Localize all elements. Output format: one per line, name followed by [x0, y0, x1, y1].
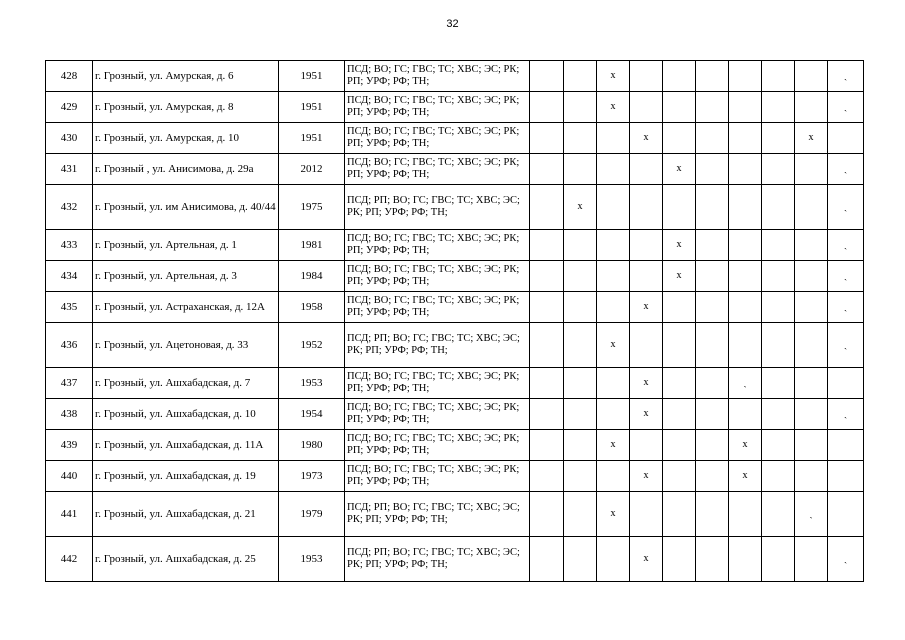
mark-cell	[828, 461, 864, 492]
address-cell: г. Грозный, ул. им Анисимова, д. 40/44	[93, 185, 279, 230]
year-cell: 1951	[279, 123, 345, 154]
mark-cell	[762, 92, 795, 123]
mark-cell	[564, 292, 597, 323]
mark-cell	[762, 123, 795, 154]
services-cell: ПСД; ВО; ГС; ГВС; ТС; ХВС; ЭС; РК; РП; УРФ; РФ; ТН;	[345, 61, 530, 92]
table-row	[46, 492, 864, 537]
year-cell: 1951	[279, 92, 345, 123]
address-cell: г. Грозный, ул. Артельная, д. 1	[93, 230, 279, 261]
services-cell: ПСД; ВО; ГС; ГВС; ТС; ХВС; ЭС; РК; РП; УРФ; РФ; ТН;	[345, 399, 530, 430]
mark-cell	[597, 154, 630, 185]
mark-cell	[564, 61, 597, 92]
table-row	[46, 430, 864, 461]
mark-cell	[795, 399, 828, 430]
mark-cell	[564, 368, 597, 399]
year-cell: 1951	[279, 61, 345, 92]
table-row	[46, 61, 864, 92]
year-cell: 2012	[279, 154, 345, 185]
row-number-cell: 434	[46, 261, 93, 292]
address-cell: г. Грозный, ул. Ашхабадская, д. 11А	[93, 430, 279, 461]
mark-cell	[729, 323, 762, 368]
mark-cell: х	[630, 399, 663, 430]
row-number-cell: 439	[46, 430, 93, 461]
address-cell: г. Грозный, ул. Ашхабадская, д. 7	[93, 368, 279, 399]
mark-cell: х	[564, 185, 597, 230]
mark-cell	[630, 185, 663, 230]
mark-cell	[630, 154, 663, 185]
table-row	[46, 230, 864, 261]
mark-cell	[530, 399, 564, 430]
mark-cell	[696, 537, 729, 582]
mark-cell	[729, 185, 762, 230]
mark-cell	[597, 399, 630, 430]
mark-cell	[795, 92, 828, 123]
mark-cell	[630, 61, 663, 92]
mark-cell	[762, 399, 795, 430]
mark-cell	[630, 230, 663, 261]
services-cell: ПСД; ВО; ГС; ГВС; ТС; ХВС; ЭС; РК; РП; УРФ; РФ; ТН;	[345, 461, 530, 492]
row-number-cell: 429	[46, 92, 93, 123]
year-cell: 1973	[279, 461, 345, 492]
table-row	[46, 461, 864, 492]
mark-cell	[762, 185, 795, 230]
mark-cell	[663, 123, 696, 154]
mark-cell	[663, 492, 696, 537]
mark-cell: ˎ	[828, 292, 864, 323]
mark-cell	[564, 492, 597, 537]
year-cell: 1984	[279, 261, 345, 292]
mark-cell: х	[630, 537, 663, 582]
mark-cell	[795, 368, 828, 399]
mark-cell	[729, 399, 762, 430]
year-cell: 1980	[279, 430, 345, 461]
mark-cell: х	[597, 492, 630, 537]
mark-cell	[795, 537, 828, 582]
mark-cell	[530, 292, 564, 323]
mark-cell	[663, 292, 696, 323]
mark-cell: х	[597, 430, 630, 461]
address-cell: г. Грозный, ул. Артельная, д. 3	[93, 261, 279, 292]
mark-cell	[630, 430, 663, 461]
mark-cell	[663, 368, 696, 399]
mark-cell	[530, 154, 564, 185]
mark-cell	[597, 261, 630, 292]
mark-cell	[530, 61, 564, 92]
mark-cell	[663, 537, 696, 582]
mark-cell	[530, 123, 564, 154]
mark-cell	[564, 323, 597, 368]
mark-cell: ˎ	[828, 323, 864, 368]
mark-cell	[729, 292, 762, 323]
address-cell: г. Грозный, ул. Ацетоновая, д. 33	[93, 323, 279, 368]
mark-cell	[696, 261, 729, 292]
mark-cell	[564, 461, 597, 492]
address-cell: г. Грозный, ул. Амурская, д. 10	[93, 123, 279, 154]
mark-cell	[663, 323, 696, 368]
address-cell: г. Грозный, ул. Амурская, д. 8	[93, 92, 279, 123]
mark-cell: х	[597, 323, 630, 368]
mark-cell	[663, 61, 696, 92]
table-row	[46, 123, 864, 154]
mark-cell	[530, 323, 564, 368]
mark-cell	[696, 230, 729, 261]
address-cell: г. Грозный, ул. Астраханская, д. 12А	[93, 292, 279, 323]
mark-cell	[564, 92, 597, 123]
services-cell: ПСД; РП; ВО; ГС; ГВС; ТС; ХВС; ЭС; РК; РП; УРФ; РФ; ТН;	[345, 492, 530, 537]
mark-cell: ˎ	[828, 230, 864, 261]
mark-cell	[828, 368, 864, 399]
mark-cell	[729, 261, 762, 292]
mark-cell	[696, 368, 729, 399]
table-row	[46, 92, 864, 123]
mark-cell	[597, 368, 630, 399]
mark-cell: х	[597, 92, 630, 123]
mark-cell	[564, 230, 597, 261]
row-number-cell: 430	[46, 123, 93, 154]
mark-cell	[564, 154, 597, 185]
mark-cell: х	[663, 261, 696, 292]
mark-cell	[696, 292, 729, 323]
row-number-cell: 428	[46, 61, 93, 92]
mark-cell	[696, 323, 729, 368]
mark-cell	[663, 461, 696, 492]
address-cell: г. Грозный, ул. Ашхабадская, д. 10	[93, 399, 279, 430]
mark-cell	[795, 154, 828, 185]
mark-cell	[828, 430, 864, 461]
page-number: 32	[446, 18, 459, 30]
services-cell: ПСД; РП; ВО; ГС; ГВС; ТС; ХВС; ЭС; РК; РП; УРФ; РФ; ТН;	[345, 185, 530, 230]
mark-cell: ˎ	[828, 261, 864, 292]
mark-cell	[663, 399, 696, 430]
address-cell: г. Грозный , ул. Анисимова, д. 29а	[93, 154, 279, 185]
address-cell: г. Грозный, ул. Ашхабадская, д. 19	[93, 461, 279, 492]
mark-cell	[762, 537, 795, 582]
mark-cell: ˎ	[828, 154, 864, 185]
row-number-cell: 440	[46, 461, 93, 492]
mark-cell	[795, 430, 828, 461]
mark-cell	[762, 261, 795, 292]
mark-cell	[762, 230, 795, 261]
mark-cell	[729, 61, 762, 92]
mark-cell: х	[597, 61, 630, 92]
mark-cell	[530, 261, 564, 292]
mark-cell	[696, 492, 729, 537]
mark-cell	[564, 537, 597, 582]
row-number-cell: 432	[46, 185, 93, 230]
mark-cell	[729, 492, 762, 537]
mark-cell	[696, 399, 729, 430]
mark-cell	[663, 430, 696, 461]
mark-cell	[530, 368, 564, 399]
mark-cell	[564, 430, 597, 461]
services-cell: ПСД; ВО; ГС; ГВС; ТС; ХВС; ЭС; РК; РП; УРФ; РФ; ТН;	[345, 154, 530, 185]
mark-cell	[828, 492, 864, 537]
housing-registry-table	[45, 60, 864, 582]
mark-cell	[530, 461, 564, 492]
mark-cell: ˎ	[729, 368, 762, 399]
mark-cell	[597, 461, 630, 492]
mark-cell	[696, 461, 729, 492]
services-cell: ПСД; ВО; ГС; ГВС; ТС; ХВС; ЭС; РК; РП; УРФ; РФ; ТН;	[345, 123, 530, 154]
mark-cell	[630, 492, 663, 537]
mark-cell: х	[729, 430, 762, 461]
mark-cell	[597, 230, 630, 261]
mark-cell	[795, 323, 828, 368]
table-row	[46, 292, 864, 323]
mark-cell	[729, 123, 762, 154]
mark-cell	[530, 430, 564, 461]
mark-cell	[530, 185, 564, 230]
table-row	[46, 154, 864, 185]
mark-cell	[762, 154, 795, 185]
row-number-cell: 436	[46, 323, 93, 368]
mark-cell: ˎ	[828, 92, 864, 123]
mark-cell	[630, 261, 663, 292]
mark-cell	[663, 92, 696, 123]
mark-cell	[597, 292, 630, 323]
mark-cell	[729, 92, 762, 123]
mark-cell: х	[630, 461, 663, 492]
row-number-cell: 441	[46, 492, 93, 537]
address-cell: г. Грозный, ул. Ашхабадская, д. 25	[93, 537, 279, 582]
mark-cell	[795, 230, 828, 261]
row-number-cell: 435	[46, 292, 93, 323]
mark-cell: х	[663, 154, 696, 185]
table-row	[46, 185, 864, 230]
mark-cell	[663, 185, 696, 230]
mark-cell	[729, 537, 762, 582]
mark-cell	[828, 123, 864, 154]
year-cell: 1958	[279, 292, 345, 323]
mark-cell: х	[630, 292, 663, 323]
mark-cell	[729, 154, 762, 185]
mark-cell	[564, 261, 597, 292]
services-cell: ПСД; РП; ВО; ГС; ГВС; ТС; ХВС; ЭС; РК; РП; УРФ; РФ; ТН;	[345, 323, 530, 368]
row-number-cell: 433	[46, 230, 93, 261]
row-number-cell: 437	[46, 368, 93, 399]
mark-cell	[630, 92, 663, 123]
services-cell: ПСД; ВО; ГС; ГВС; ТС; ХВС; ЭС; РК; РП; УРФ; РФ; ТН;	[345, 292, 530, 323]
mark-cell	[795, 261, 828, 292]
year-cell: 1954	[279, 399, 345, 430]
services-cell: ПСД; ВО; ГС; ГВС; ТС; ХВС; ЭС; РК; РП; УРФ; РФ; ТН;	[345, 92, 530, 123]
mark-cell	[564, 123, 597, 154]
mark-cell	[795, 185, 828, 230]
mark-cell	[696, 154, 729, 185]
services-cell: ПСД; ВО; ГС; ГВС; ТС; ХВС; ЭС; РК; РП; УРФ; РФ; ТН;	[345, 261, 530, 292]
year-cell: 1952	[279, 323, 345, 368]
mark-cell	[696, 61, 729, 92]
mark-cell: ˎ	[828, 399, 864, 430]
mark-cell	[762, 492, 795, 537]
row-number-cell: 431	[46, 154, 93, 185]
mark-cell	[696, 92, 729, 123]
mark-cell	[696, 185, 729, 230]
table-body	[46, 61, 864, 582]
mark-cell	[530, 92, 564, 123]
mark-cell	[696, 430, 729, 461]
mark-cell	[762, 461, 795, 492]
mark-cell: х	[630, 123, 663, 154]
mark-cell: х	[795, 123, 828, 154]
mark-cell	[597, 185, 630, 230]
year-cell: 1953	[279, 368, 345, 399]
mark-cell: ˎ	[828, 537, 864, 582]
year-cell: 1979	[279, 492, 345, 537]
mark-cell	[762, 368, 795, 399]
services-cell: ПСД; ВО; ГС; ГВС; ТС; ХВС; ЭС; РК; РП; УРФ; РФ; ТН;	[345, 368, 530, 399]
mark-cell	[762, 323, 795, 368]
year-cell: 1953	[279, 537, 345, 582]
mark-cell	[530, 537, 564, 582]
mark-cell: ˎ	[828, 185, 864, 230]
table-row	[46, 368, 864, 399]
mark-cell	[762, 292, 795, 323]
mark-cell	[795, 292, 828, 323]
address-cell: г. Грозный, ул. Ашхабадская, д. 21	[93, 492, 279, 537]
mark-cell: х	[729, 461, 762, 492]
mark-cell	[530, 492, 564, 537]
year-cell: 1981	[279, 230, 345, 261]
mark-cell	[530, 230, 564, 261]
mark-cell	[762, 430, 795, 461]
table-row	[46, 537, 864, 582]
mark-cell: х	[630, 368, 663, 399]
mark-cell	[564, 399, 597, 430]
mark-cell	[729, 230, 762, 261]
mark-cell: ˎ	[828, 61, 864, 92]
mark-cell	[597, 123, 630, 154]
table-row	[46, 399, 864, 430]
services-cell: ПСД; ВО; ГС; ГВС; ТС; ХВС; ЭС; РК; РП; УРФ; РФ; ТН;	[345, 230, 530, 261]
mark-cell	[696, 123, 729, 154]
table-row	[46, 323, 864, 368]
mark-cell	[630, 323, 663, 368]
mark-cell: х	[663, 230, 696, 261]
row-number-cell: 442	[46, 537, 93, 582]
table-row	[46, 261, 864, 292]
row-number-cell: 438	[46, 399, 93, 430]
mark-cell	[762, 61, 795, 92]
address-cell: г. Грозный, ул. Амурская, д. 6	[93, 61, 279, 92]
year-cell: 1975	[279, 185, 345, 230]
mark-cell: ˎ	[795, 492, 828, 537]
mark-cell	[795, 461, 828, 492]
services-cell: ПСД; ВО; ГС; ГВС; ТС; ХВС; ЭС; РК; РП; УРФ; РФ; ТН;	[345, 430, 530, 461]
services-cell: ПСД; РП; ВО; ГС; ГВС; ТС; ХВС; ЭС; РК; РП; УРФ; РФ; ТН;	[345, 537, 530, 582]
mark-cell	[597, 537, 630, 582]
mark-cell	[795, 61, 828, 92]
